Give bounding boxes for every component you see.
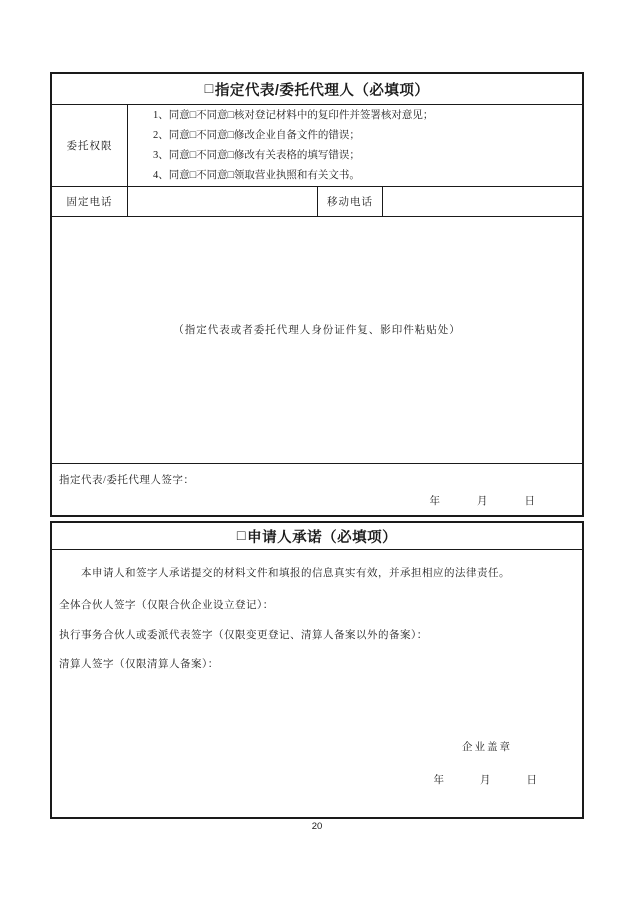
commitment-section-title: 申请人承诺（必填项） (247, 529, 398, 546)
delegate-section-header (52, 74, 582, 105)
authority-items (128, 105, 582, 186)
authority-label: 委托权限 (52, 105, 128, 186)
commitment-statement: 本申请人和签字人承诺提交的材料文件和填报的信息真实有效，并承担相应的法律责任。 (81, 568, 510, 579)
commitment-section-header (52, 523, 582, 550)
delegate-section-checkbox[interactable]: □ (204, 81, 214, 97)
commitment-table (50, 521, 584, 819)
phone-row (52, 187, 582, 217)
day-label: 日 (526, 775, 538, 786)
delegate-section-title: 指定代表/委托代理人（必填项） (214, 82, 430, 99)
fixed-phone-field[interactable] (128, 187, 318, 216)
authority-item-1: 1、同意□不同意□核对登记材料中的复印件并签署核对意见； (153, 109, 434, 121)
delegate-signature-row[interactable] (52, 464, 582, 515)
commitment-body (52, 550, 582, 817)
commitment-date-line (434, 772, 539, 787)
liquidator-sign-line: 清算人签字（仅限清算人备案）： (59, 659, 219, 670)
delegate-date-line (430, 493, 537, 508)
authority-item-3: 3、同意□不同意□修改有关表格的填写错误； (153, 149, 360, 161)
day-label: 日 (524, 496, 536, 507)
authority-item-2: 2、同意□不同意□修改企业自备文件的错误； (153, 129, 360, 141)
delegate-agent-table (50, 72, 584, 517)
page-number: 20 (311, 821, 323, 832)
company-seal-label: 企业盖章 (462, 742, 512, 753)
delegate-signature-label: 指定代表/委托代理人签字： (59, 475, 195, 486)
partners-sign-line: 全体合伙人签字（仅限合伙企业设立登记）： (59, 600, 274, 611)
authority-row (52, 105, 582, 187)
id-paste-area (52, 217, 582, 464)
fixed-phone-label: 固定电话 (52, 187, 128, 216)
month-label: 月 (480, 775, 492, 786)
authority-item-4: 4、同意□不同意□领取营业执照和有关文书。 (153, 169, 360, 181)
id-paste-note: （指定代表或者委托代理人身份证件复、影印件粘贴处） (173, 325, 461, 336)
year-label: 年 (433, 775, 445, 786)
month-label: 月 (477, 496, 489, 507)
mobile-phone-field[interactable] (383, 187, 582, 216)
year-label: 年 (429, 496, 441, 507)
executive-partner-sign-line: 执行事务合伙人或委派代表签字（仅限变更登记、清算人备案以外的备案）： (59, 630, 428, 641)
commitment-section-checkbox[interactable]: □ (236, 528, 247, 544)
mobile-phone-label: 移动电话 (318, 187, 383, 216)
